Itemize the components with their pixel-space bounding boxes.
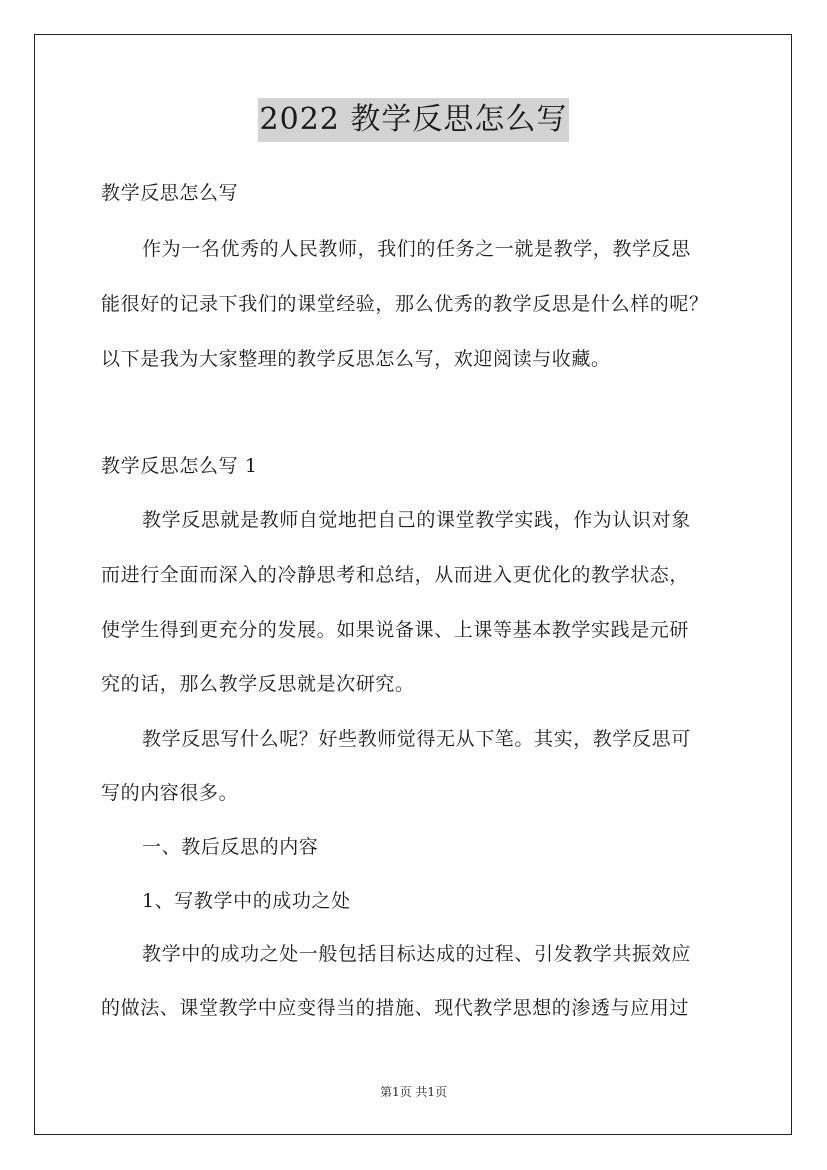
paragraph-line: 而进行全面而深入的冷静思考和总结，从而进入更优化的教学状态， [101, 564, 690, 586]
paragraph-line: 教学反思就是教师自觉地把自己的课堂教学实践，作为认识对象 [142, 509, 691, 531]
paragraph-line: 能很好的记录下我们的课堂经验，那么优秀的教学反思是什么样的呢？ [101, 293, 709, 315]
document-title-container [0, 98, 827, 142]
subsection-heading: 1、写教学中的成功之处 [142, 890, 351, 912]
subsection-heading: 一、教后反思的内容 [142, 836, 319, 858]
document-title: 2022 教学反思怎么写 [258, 98, 570, 142]
paragraph-line: 的做法、课堂教学中应变得当的措施、现代教学思想的渗透与应用过 [101, 997, 690, 1019]
section-heading: 教学反思怎么写 [101, 182, 239, 204]
paragraph-line: 教学中的成功之处一般包括目标达成的过程、引发教学共振效应 [142, 943, 691, 965]
paragraph-line: 写的内容很多。 [101, 782, 239, 804]
paragraph-line: 作为一名优秀的人民教师，我们的任务之一就是教学，教学反思 [142, 238, 691, 260]
paragraph-line: 以下是我为大家整理的教学反思怎么写，欢迎阅读与收藏。 [101, 348, 611, 370]
paragraph-line: 教学反思写什么呢？好些教师觉得无从下笔。其实，教学反思可 [142, 728, 691, 750]
page-indicator: 第1页 共1页 [379, 1085, 448, 1099]
section-heading: 教学反思怎么写 1 [101, 455, 258, 477]
page-footer [0, 1083, 827, 1100]
paragraph-line: 使学生得到更充分的发展。如果说备课、上课等基本教学实践是元研 [101, 619, 690, 641]
paragraph-line: 究的话，那么教学反思就是次研究。 [101, 673, 415, 695]
